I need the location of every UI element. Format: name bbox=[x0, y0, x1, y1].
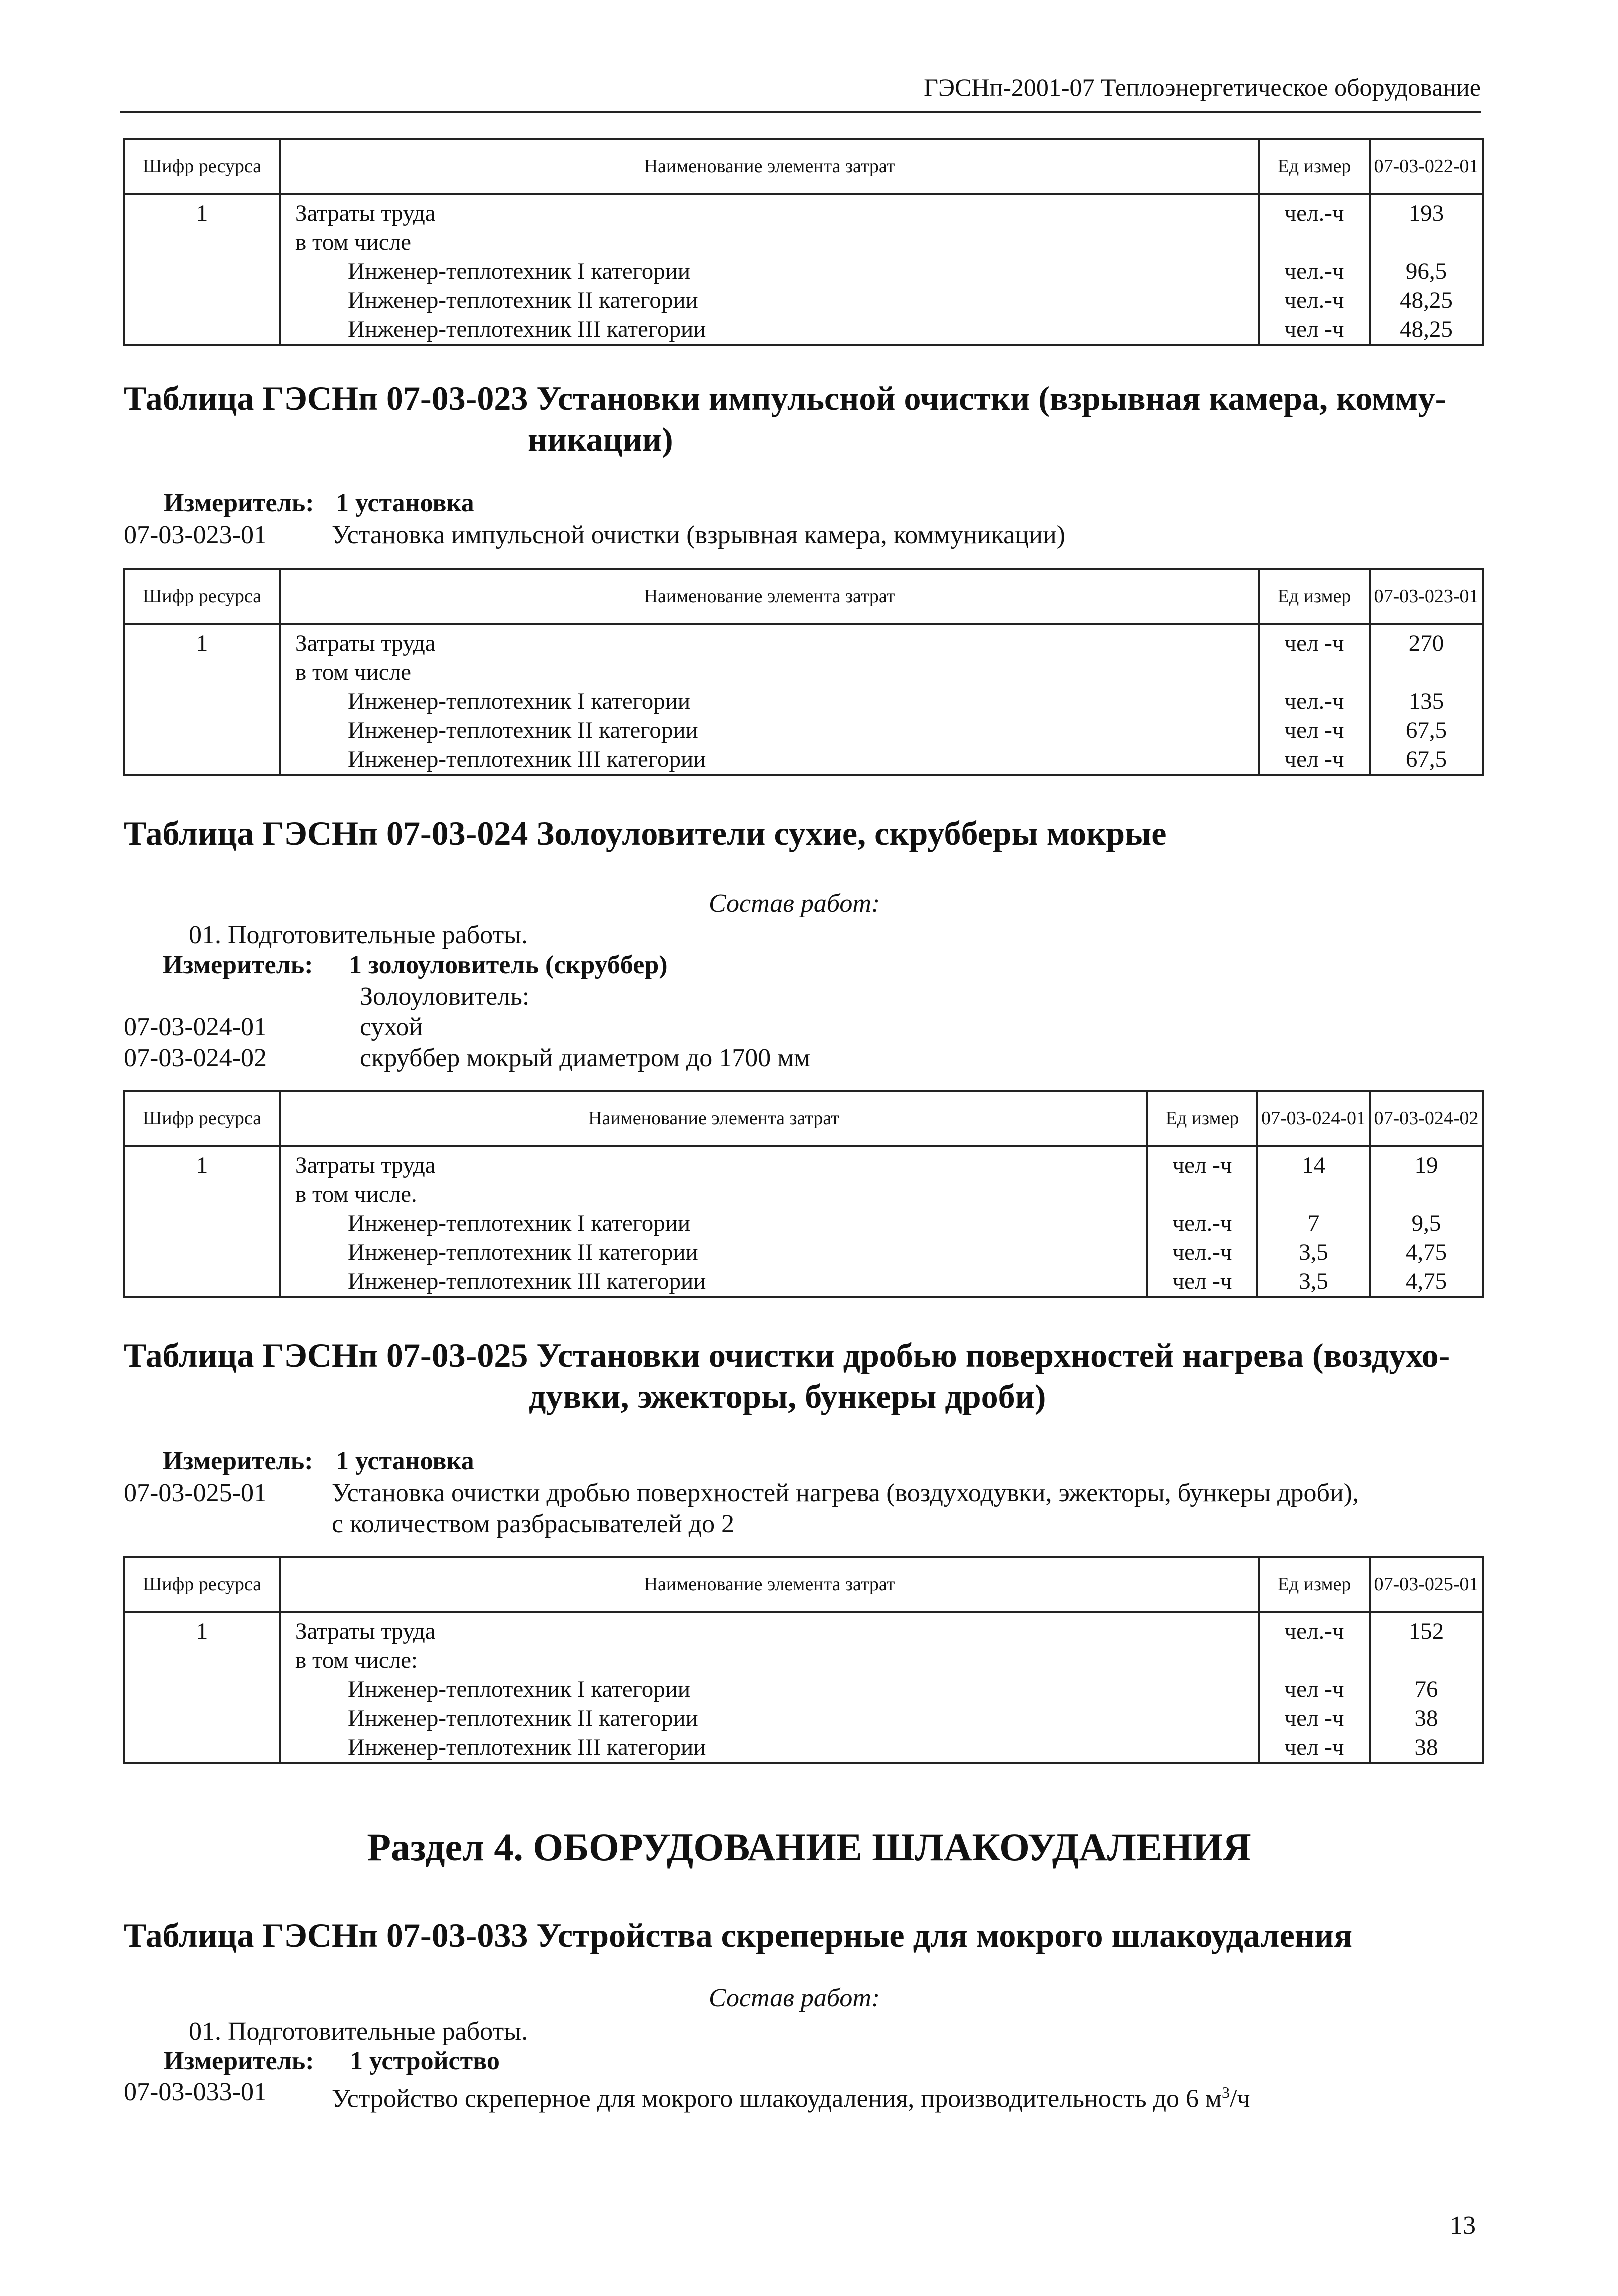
norm-value: 48,25 bbox=[1400, 316, 1453, 342]
table-07-03-022 bbox=[123, 138, 1484, 346]
item-description: скруббер мокрый диаметром до 1700 мм bbox=[360, 1044, 811, 1072]
resource-number: 1 bbox=[196, 200, 208, 226]
unit-value: чел.-ч bbox=[1284, 200, 1344, 226]
measure-value: 1 золоуловитель (скруббер) bbox=[349, 951, 668, 980]
norm-value: 14 bbox=[1302, 1152, 1325, 1178]
table-title-025 bbox=[124, 1335, 1479, 1417]
header-element-name: Наименование элемента затрат bbox=[280, 1557, 1259, 1612]
cost-element-name: Инженер-теплотехник I категории bbox=[348, 688, 691, 714]
item-description-text: Устройство скреперное для мокрого шлакоудаления, производительность до 6 м bbox=[332, 2084, 1222, 2114]
unit-value: чел -ч bbox=[1284, 1676, 1344, 1702]
header-norm-code: 07-03-024-01 bbox=[1257, 1091, 1370, 1146]
item-code: 07-03-024-01 bbox=[124, 1013, 267, 1042]
section-title: Раздел 4. ОБОРУДОВАНИЕ ШЛАКОУДАЛЕНИЯ bbox=[367, 1826, 1251, 1869]
unit-value: чел -ч bbox=[1284, 746, 1344, 772]
title-line: Таблица ГЭСНп 07-03-023 Установки импульсной очистки (взрывная камера, комму- bbox=[124, 380, 1447, 418]
cost-element-name: Затраты труда bbox=[295, 1152, 436, 1178]
table-row bbox=[124, 1612, 1483, 1763]
table-07-03-023 bbox=[123, 568, 1484, 776]
header-element-name: Наименование элемента затрат bbox=[280, 1091, 1147, 1146]
header-norm-code: 07-03-022-01 bbox=[1370, 139, 1483, 194]
composition-item: 01. Подготовительные работы. bbox=[189, 2018, 528, 2046]
norm-value: 270 bbox=[1408, 630, 1444, 656]
header-resource-code: Шифр ресурса bbox=[124, 1557, 280, 1612]
unit-value: чел -ч bbox=[1172, 1152, 1232, 1178]
cost-element-name: Инженер-теплотехник II категории bbox=[348, 1706, 698, 1732]
item-code: 07-03-023-01 bbox=[124, 521, 267, 550]
norm-value bbox=[1371, 1646, 1482, 1675]
cost-element-name: Затраты труда bbox=[295, 200, 436, 226]
norm-value: 135 bbox=[1408, 688, 1444, 714]
unit-value: чел -ч bbox=[1284, 1706, 1344, 1732]
header-resource-code: Шифр ресурса bbox=[124, 139, 280, 194]
unit-value: чел.-ч bbox=[1172, 1210, 1232, 1236]
unit-value bbox=[1260, 228, 1369, 257]
cost-element-name: Инженер-теплотехник I категории bbox=[348, 1210, 691, 1236]
header-unit: Ед измер bbox=[1147, 1091, 1257, 1146]
measure-value: 1 установка bbox=[336, 489, 474, 518]
table-row bbox=[124, 624, 1483, 775]
cost-element-name: в том числе bbox=[295, 230, 411, 256]
item-description: Установка очистки дробью поверхностей нагрева (воздуходувки, эжекторы, бункеры дроби), bbox=[332, 1479, 1359, 1508]
cost-element-name: Инженер-теплотехник II категории bbox=[348, 1240, 698, 1266]
header-unit: Ед измер bbox=[1259, 569, 1370, 624]
norm-value bbox=[1371, 658, 1482, 687]
norm-value: 67,5 bbox=[1405, 718, 1447, 744]
cost-element-name: в том числе bbox=[295, 660, 411, 686]
title-line: никации) bbox=[528, 420, 673, 458]
cost-element-name: Инженер-теплотехник III категории bbox=[348, 746, 706, 772]
header-unit: Ед измер bbox=[1259, 1557, 1370, 1612]
norm-value: 38 bbox=[1414, 1706, 1438, 1732]
title-line: дувки, эжекторы, бункеры дроби) bbox=[529, 1378, 1046, 1416]
table-07-03-025 bbox=[123, 1556, 1484, 1764]
unit-value: чел -ч bbox=[1284, 1734, 1344, 1760]
norm-value: 3,5 bbox=[1299, 1240, 1328, 1266]
cost-element-name: Инженер-теплотехник II категории bbox=[348, 718, 698, 744]
measure-label: Измеритель: bbox=[163, 1447, 313, 1476]
cost-element-name: Затраты труда bbox=[295, 630, 436, 656]
composition-label: Состав работ: bbox=[709, 1984, 880, 2012]
item-description: сухой bbox=[360, 1013, 423, 1042]
unit-value: чел.-ч bbox=[1284, 1618, 1344, 1644]
norm-value: 48,25 bbox=[1400, 288, 1453, 314]
item-code: 07-03-033-01 bbox=[124, 2078, 267, 2106]
norm-value: 7 bbox=[1307, 1210, 1320, 1236]
table-title-024: Таблица ГЭСНп 07-03-024 Золоуловители сухие, скрубберы мокрые bbox=[124, 814, 1167, 852]
measure-label: Измеритель: bbox=[163, 951, 313, 980]
header-resource-code: Шифр ресурса bbox=[124, 569, 280, 624]
norm-value: 96,5 bbox=[1405, 258, 1447, 284]
unit-value: чел -ч bbox=[1284, 316, 1344, 342]
item-description-tail: /ч bbox=[1229, 2084, 1250, 2114]
norm-value: 3,5 bbox=[1299, 1268, 1328, 1294]
cost-element-name: Инженер-теплотехник I категории bbox=[348, 258, 691, 284]
header-resource-code: Шифр ресурса bbox=[124, 1091, 280, 1146]
composition-item: 01. Подготовительные работы. bbox=[189, 921, 528, 950]
superscript: 3 bbox=[1221, 2084, 1230, 2102]
resource-number: 1 bbox=[196, 1618, 208, 1644]
unit-value: чел -ч bbox=[1172, 1268, 1232, 1294]
unit-value: чел.-ч bbox=[1284, 688, 1344, 714]
unit-value: чел -ч bbox=[1284, 630, 1344, 656]
norm-value: 4,75 bbox=[1405, 1268, 1447, 1294]
page-number: 13 bbox=[1450, 2212, 1476, 2240]
header-norm-code: 07-03-023-01 bbox=[1370, 569, 1483, 624]
header-norm-code: 07-03-024-02 bbox=[1370, 1091, 1483, 1146]
cost-element-name: Затраты труда bbox=[295, 1618, 436, 1644]
unit-value: чел -ч bbox=[1284, 718, 1344, 744]
norm-value: 9,5 bbox=[1411, 1210, 1441, 1236]
item-code: 07-03-025-01 bbox=[124, 1479, 267, 1508]
measure-value: 1 установка bbox=[336, 1447, 474, 1476]
title-line: Таблица ГЭСНп 07-03-025 Установки очистки дробью поверхностей нагрева (воздухо- bbox=[124, 1336, 1450, 1374]
subgroup-label: Золоуловитель: bbox=[360, 982, 530, 1011]
measure-label: Измеритель: bbox=[164, 2047, 314, 2076]
table-row bbox=[124, 1146, 1483, 1297]
item-description: Установка импульсной очистки (взрывная камера, коммуникации) bbox=[332, 521, 1066, 550]
table-title-023 bbox=[124, 378, 1479, 460]
unit-value bbox=[1260, 658, 1369, 687]
item-code: 07-03-024-02 bbox=[124, 1044, 267, 1072]
norm-value: 76 bbox=[1414, 1676, 1438, 1702]
header-norm-code: 07-03-025-01 bbox=[1370, 1557, 1483, 1612]
item-description bbox=[332, 2076, 1250, 2115]
unit-value: чел.-ч bbox=[1284, 288, 1344, 314]
table-row bbox=[124, 194, 1483, 345]
cost-element-name: Инженер-теплотехник II категории bbox=[348, 288, 698, 314]
norm-value: 4,75 bbox=[1405, 1240, 1447, 1266]
norm-value: 152 bbox=[1408, 1618, 1444, 1644]
measure-value: 1 устройство bbox=[350, 2047, 500, 2076]
unit-value: чел.-ч bbox=[1284, 258, 1344, 284]
table-07-03-024 bbox=[123, 1090, 1484, 1298]
header-element-name: Наименование элемента затрат bbox=[280, 569, 1259, 624]
cost-element-name: Инженер-теплотехник III категории bbox=[348, 316, 706, 342]
resource-number: 1 bbox=[196, 1152, 208, 1178]
norm-value bbox=[1371, 1180, 1482, 1209]
header-element-name: Наименование элемента затрат bbox=[280, 139, 1259, 194]
cost-element-name: в том числе. bbox=[295, 1182, 417, 1208]
unit-value bbox=[1148, 1180, 1256, 1209]
header-unit: Ед измер bbox=[1259, 139, 1370, 194]
item-description: с количеством разбрасывателей до 2 bbox=[332, 1510, 735, 1538]
norm-value: 67,5 bbox=[1405, 746, 1447, 772]
norm-value: 193 bbox=[1408, 200, 1444, 226]
measure-label: Измеритель: bbox=[164, 489, 314, 518]
cost-element-name: в том числе: bbox=[295, 1648, 418, 1674]
norm-value: 19 bbox=[1414, 1152, 1438, 1178]
norm-value: 38 bbox=[1414, 1734, 1438, 1760]
cost-element-name: Инженер-теплотехник III категории bbox=[348, 1268, 706, 1294]
unit-value: чел.-ч bbox=[1172, 1240, 1232, 1266]
table-title-033: Таблица ГЭСНп 07-03-033 Устройства скреперные для мокрого шлакоудаления bbox=[124, 1916, 1352, 1954]
composition-label: Состав работ: bbox=[709, 890, 880, 918]
norm-value bbox=[1258, 1180, 1369, 1209]
running-header: ГЭСНп-2001-07 Теплоэнергетическое оборудование bbox=[120, 70, 1481, 113]
unit-value bbox=[1260, 1646, 1369, 1675]
cost-element-name: Инженер-теплотехник I категории bbox=[348, 1676, 691, 1702]
resource-number: 1 bbox=[196, 630, 208, 656]
cost-element-name: Инженер-теплотехник III категории bbox=[348, 1734, 706, 1760]
norm-value bbox=[1371, 228, 1482, 257]
